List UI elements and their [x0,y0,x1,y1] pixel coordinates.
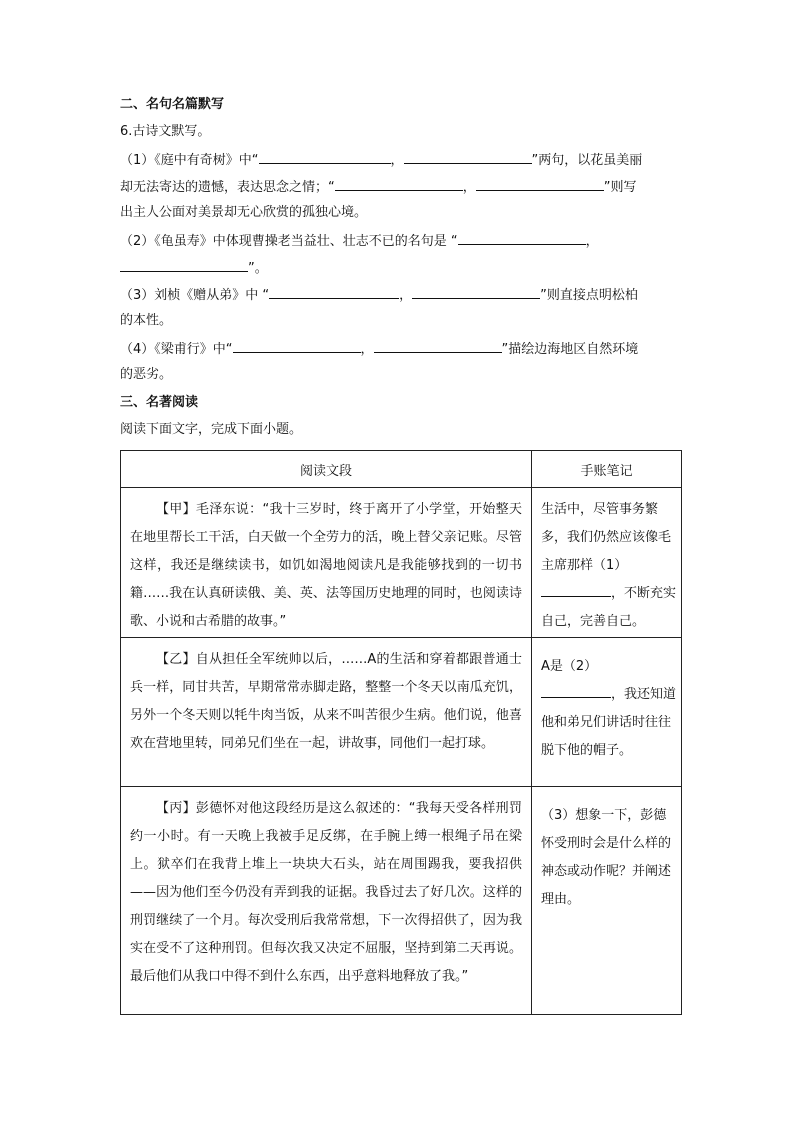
item-2-text: （2）《龟虽寿》中体现曹操老当益壮、壮志不已的名句是 “ [120,234,458,249]
item-1-line-3: 出主人公面对美景却无心欣赏的孤独心境。 [120,205,368,220]
answer-blank[interactable] [541,684,611,698]
comma: ， [585,234,599,249]
passage-bing: 【丙】彭德怀对他这段经历是这么叙述的：“我每天受各样刑罚约一小时。有一天晚上我被手足反绑，在手腕上缚一根绳子吊在梁上。狱卒们在我背上堆上一块块大石头，站在周围踢我，要我招供——因为他们至今仍没有弄到我的证据。我昏过去了好几次。这样的刑罚继续了一个月。每次受刑后我常常想，下一次得招供了，因为我实在受不了这种刑罚。但每次我又决定不屈服，坚持到第二天再说。最后他们从我口中得不到什么东西，出乎意料地释放了我。” [130,801,522,984]
answer-blank[interactable] [476,177,604,191]
item-1-line-1 [120,150,642,170]
item-1-text: （1）《庭中有奇树》中“ [120,153,259,168]
passage-yi: 【乙】自从担任全军统帅以后，……A的生活和穿着都跟普通士兵一样，同甘共苦，早期常常赤脚走路，整整一个冬天以南瓜充饥，另外一个冬天则以牦牛肉当饭，从来不叫苦很少生病。他们说，他喜欢在营地里转，同弟兄们坐在一起，讲故事，同他们一起打球。 [130,652,522,751]
note-cell [532,638,682,787]
note-2: A是（2） ，我还知道他和弟兄们讲话时往往脱下他的帽子。 [541,659,677,758]
item-1-line-2 [120,177,637,197]
item-3-line-2: 的本性。 [120,313,173,328]
table-row [121,787,682,1015]
comma: ， [399,288,413,303]
item-3-line-1 [120,285,638,305]
table-row [121,488,682,638]
answer-blank[interactable] [259,150,391,164]
passage-cell [121,638,532,787]
answer-blank[interactable] [412,285,540,299]
question-number: 6.古诗文默写。 [120,124,211,139]
reading-table [120,450,682,1015]
answer-blank[interactable] [374,339,502,353]
item-1-text: 却无法寄达的遗憾，表达思念之情；“ [120,180,335,195]
item-4-line-2: 的恶劣。 [120,367,173,382]
passage-cell [121,787,532,1015]
comma: ， [390,153,404,168]
table-header-row [121,451,682,488]
comma: ， [360,342,374,357]
answer-blank[interactable] [120,258,248,272]
item-3-text: ”则直接点明松柏 [540,288,638,303]
item-4-text: ”描绘边海地区自然环境 [501,342,639,357]
section-heading: 二、名句名篇默写 [120,97,225,112]
reading-instruction: 阅读下面文字，完成下面小题。 [120,422,303,437]
note-cell [532,787,682,1015]
passage-jia: 【甲】毛泽东说：“我十三岁时，终于离开了小学堂，开始整天在地里帮长工干活，白天做一个全劳力的活，晚上替父亲记账。尽管这样，我还是继续读书，如饥如渴地阅读凡是我能够找到的一切书籍……我在认真研读俄、美、英、法等国历史地理的同时，也阅读诗歌、小说和古希腊的故事。” [130,502,522,629]
answer-blank[interactable] [458,231,586,245]
answer-blank[interactable] [541,583,611,597]
note-3: （3）想象一下，彭德怀受刑时会是什么样的神态或动作呢？并阐述理由。 [541,808,672,907]
item-1-text: ”两句，以花虽美丽 [531,153,643,168]
comma: ， [462,180,476,195]
note-cell [532,488,682,638]
note-1: 生活中，尽管事务繁多，我们仍然应该像毛主席那样（1），不断充实自己，完善自己。 [541,502,677,629]
answer-blank[interactable] [233,339,361,353]
item-4-line-1 [120,339,638,359]
item-2-line-1 [120,231,599,251]
header-passage: 阅读文段 [121,451,532,488]
answer-blank[interactable] [335,177,463,191]
header-notes: 手账笔记 [532,451,682,488]
item-2-text: ”。 [248,261,268,276]
item-4-text: （4）《梁甫行》中“ [120,342,233,357]
item-2-line-2 [120,258,268,278]
section-heading: 三、名著阅读 [120,395,199,410]
answer-blank[interactable] [404,150,532,164]
table-row [121,638,682,787]
item-3-text: （3）刘桢《赠从弟》中 “ [120,288,270,303]
item-1-text: ”则写 [603,180,637,195]
passage-cell [121,488,532,638]
answer-blank[interactable] [269,285,399,299]
